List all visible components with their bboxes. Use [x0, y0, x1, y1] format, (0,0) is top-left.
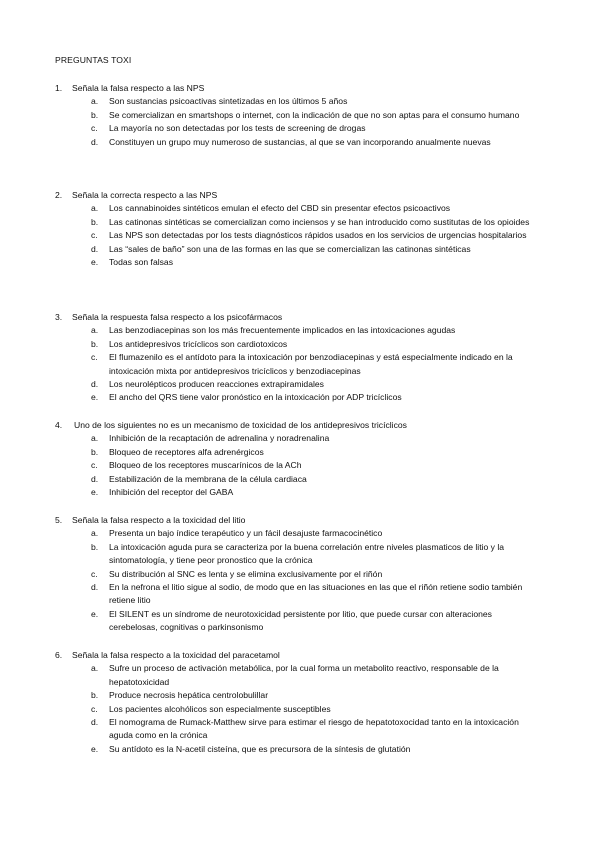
- option-letter: a.: [91, 663, 99, 674]
- option-letter: e.: [91, 392, 99, 403]
- option-text: Su distribución al SNC es lenta y se elimina exclusivamente por el riñón: [109, 568, 383, 579]
- option-c: [0, 568, 530, 581]
- option-a: [0, 527, 530, 540]
- option-letter: d.: [91, 473, 99, 484]
- option-c: [0, 351, 530, 378]
- option-text: Bloqueo de los receptores muscarínicos de la ACh: [109, 460, 302, 471]
- option-letter: c.: [91, 703, 98, 714]
- option-letter: d.: [91, 717, 99, 728]
- option-letter: b.: [91, 216, 99, 227]
- question-number: 4.: [55, 420, 63, 430]
- option-text: Inhibición de la recaptación de adrenalina y noradrenalina: [109, 433, 330, 444]
- option-letter: c.: [91, 352, 98, 363]
- option-text: El nomograma de Rumack-Matthew sirve para estimar el riesgo de hepatotoxocidad tanto en la intoxicación aguda como en la crónica: [109, 717, 519, 741]
- option-letter: b.: [91, 541, 99, 552]
- document-title: PREGUNTAS TOXI: [55, 55, 132, 65]
- option-text: Se comercializan en smartshops o internet, con la indicación de que no son aptas para el consumo humano: [109, 109, 520, 120]
- option-letter: b.: [91, 109, 99, 120]
- option-letter: e.: [91, 743, 99, 754]
- option-a: [0, 662, 530, 689]
- option-d: [0, 716, 530, 743]
- question-text: Señala la falsa respecto a las NPS: [72, 83, 205, 93]
- option-c: [0, 703, 530, 716]
- option-e: [0, 391, 530, 404]
- question-text: Señala la respuesta falsa respecto a los psicofármacos: [72, 312, 283, 322]
- option-d: [0, 136, 530, 149]
- option-letter: a.: [91, 96, 99, 107]
- question-text: Señala la falsa respecto a la toxicidad del paracetamol: [72, 650, 280, 660]
- option-letter: c.: [91, 123, 98, 134]
- option-letter: a.: [91, 325, 99, 336]
- option-d: [0, 378, 530, 391]
- option-letter: c.: [91, 460, 98, 471]
- option-text: Constituyen un grupo muy numeroso de sustancias, al que se van incorporando anualmente nuevas: [109, 136, 491, 147]
- option-list: [0, 432, 600, 499]
- option-letter: e.: [91, 257, 99, 268]
- option-text: Son sustancias psicoactivas sintetizadas en los últimos 5 años: [109, 96, 348, 107]
- option-c: [0, 459, 530, 472]
- option-text: Presenta un bajo índice terapéutico y un fácil desajuste farmacocinético: [109, 528, 383, 539]
- option-list: [0, 324, 600, 404]
- option-text: El flumazenilo es el antídoto para la intoxicación por benzodiacepinas y está especialmente indicado en la intoxicación mixta por antidepresivos tricíclicos y benzodiacepinas: [109, 352, 513, 376]
- option-letter: b.: [91, 338, 99, 349]
- question-number: 5.: [55, 515, 63, 525]
- question-number: 1.: [55, 83, 63, 93]
- question-number: 3.: [55, 312, 63, 322]
- option-text: Inhibición del receptor del GABA: [109, 487, 234, 498]
- option-letter: e.: [91, 608, 99, 619]
- question-text: Señala la falsa respecto a la toxicidad del litio: [72, 515, 246, 525]
- question-text: Señala la correcta respecto a las NPS: [72, 190, 218, 200]
- option-text: La mayoría no son detectadas por los tests de screening de drogas: [109, 123, 366, 134]
- option-text: Los neurolépticos producen reacciones extrapiramidales: [109, 379, 324, 390]
- option-e: [0, 486, 530, 499]
- question-number: 6.: [55, 650, 63, 660]
- question-5: [0, 514, 600, 635]
- option-text: Estabilización de la membrana de la célula cardiaca: [109, 473, 307, 484]
- option-c: [0, 122, 530, 135]
- option-c: [0, 229, 530, 242]
- option-e: [0, 608, 530, 635]
- option-b: [0, 541, 530, 568]
- option-list: [0, 527, 600, 634]
- option-b: [0, 216, 530, 229]
- option-text: Las “sales de baño” son una de las formas en las que se comercializan las catinonas sintéticas: [109, 243, 471, 254]
- option-b: [0, 109, 530, 122]
- option-letter: a.: [91, 528, 99, 539]
- option-letter: c.: [91, 568, 98, 579]
- option-a: [0, 432, 530, 445]
- option-letter: a.: [91, 203, 99, 214]
- option-a: [0, 202, 530, 215]
- option-a: [0, 95, 530, 108]
- option-b: [0, 446, 530, 459]
- option-letter: e.: [91, 487, 99, 498]
- option-text: Produce necrosis hepática centrolobulillar: [109, 690, 269, 701]
- option-b: [0, 338, 530, 351]
- option-text: Sufre un proceso de activación metabólica, por la cual forma un metabolito reactivo, responsable de la hepatotoxicidad: [109, 663, 499, 687]
- question-3: [0, 311, 600, 405]
- option-letter: a.: [91, 433, 99, 444]
- option-letter: d.: [91, 136, 99, 147]
- option-text: El ancho del QRS tiene valor pronóstico en la intoxicación por ADP tricíclicos: [109, 392, 402, 403]
- option-letter: d.: [91, 582, 99, 593]
- option-list: [0, 202, 600, 269]
- question-text: Uno de los siguientes no es un mecanismo de toxicidad de los antidepresivos tricíclicos: [74, 420, 407, 430]
- question-4: [0, 419, 600, 499]
- option-a: [0, 324, 530, 337]
- option-text: Su antídoto es la N-acetil cisteína, que es precursora de la síntesis de glutatión: [109, 743, 411, 754]
- question-2: [0, 189, 600, 269]
- question-6: [0, 649, 600, 756]
- option-list: [0, 662, 600, 756]
- option-text: En la nefrona el litio sigue al sodio, de modo que en las situaciones en las que el riñón retiene sodio también retiene litio: [109, 582, 523, 606]
- option-text: Bloqueo de receptores alfa adrenérgicos: [109, 446, 264, 457]
- option-text: Todas son falsas: [109, 257, 174, 268]
- option-text: Las catinonas sintéticas se comercializan como inciensos y se han introducido como sustitutas de los opioides: [109, 216, 530, 227]
- option-text: Los antidepresivos tricíclicos son cardiotoxicos: [109, 338, 288, 349]
- option-list: [0, 95, 600, 149]
- option-text: Los cannabinoides sintéticos emulan el efecto del CBD sin presentar efectos psicoactivos: [109, 203, 451, 214]
- option-d: [0, 581, 530, 608]
- option-e: [0, 743, 530, 756]
- option-d: [0, 243, 530, 256]
- option-text: El SILENT es un síndrome de neurotoxicidad persistente por litio, que puede cursar con alteraciones cerebelosas, cognitivas o parkinsonismo: [109, 608, 492, 633]
- option-b: [0, 689, 530, 702]
- option-text: La intoxicación aguda pura se caracteriza por la buena correlación entre niveles plasmaticos de litio y la sintomatología, y tiene peor pronostico que la crónica: [109, 541, 505, 566]
- option-text: Los pacientes alcohólicos son especialmente susceptibles: [109, 703, 331, 714]
- option-e: [0, 256, 530, 269]
- option-letter: d.: [91, 243, 99, 254]
- option-letter: c.: [91, 230, 98, 241]
- option-text: Las benzodiacepinas son los más frecuentemente implicados en las intoxicaciones agudas: [109, 325, 456, 336]
- option-letter: b.: [91, 446, 99, 457]
- question-number: 2.: [55, 190, 63, 200]
- option-letter: b.: [91, 690, 99, 701]
- option-letter: d.: [91, 379, 99, 390]
- option-text: Las NPS son detectadas por los tests diagnósticos rápidos usados en los servicios de urgencias hospitalarios: [109, 230, 527, 241]
- question-1: [0, 82, 600, 149]
- option-d: [0, 473, 530, 486]
